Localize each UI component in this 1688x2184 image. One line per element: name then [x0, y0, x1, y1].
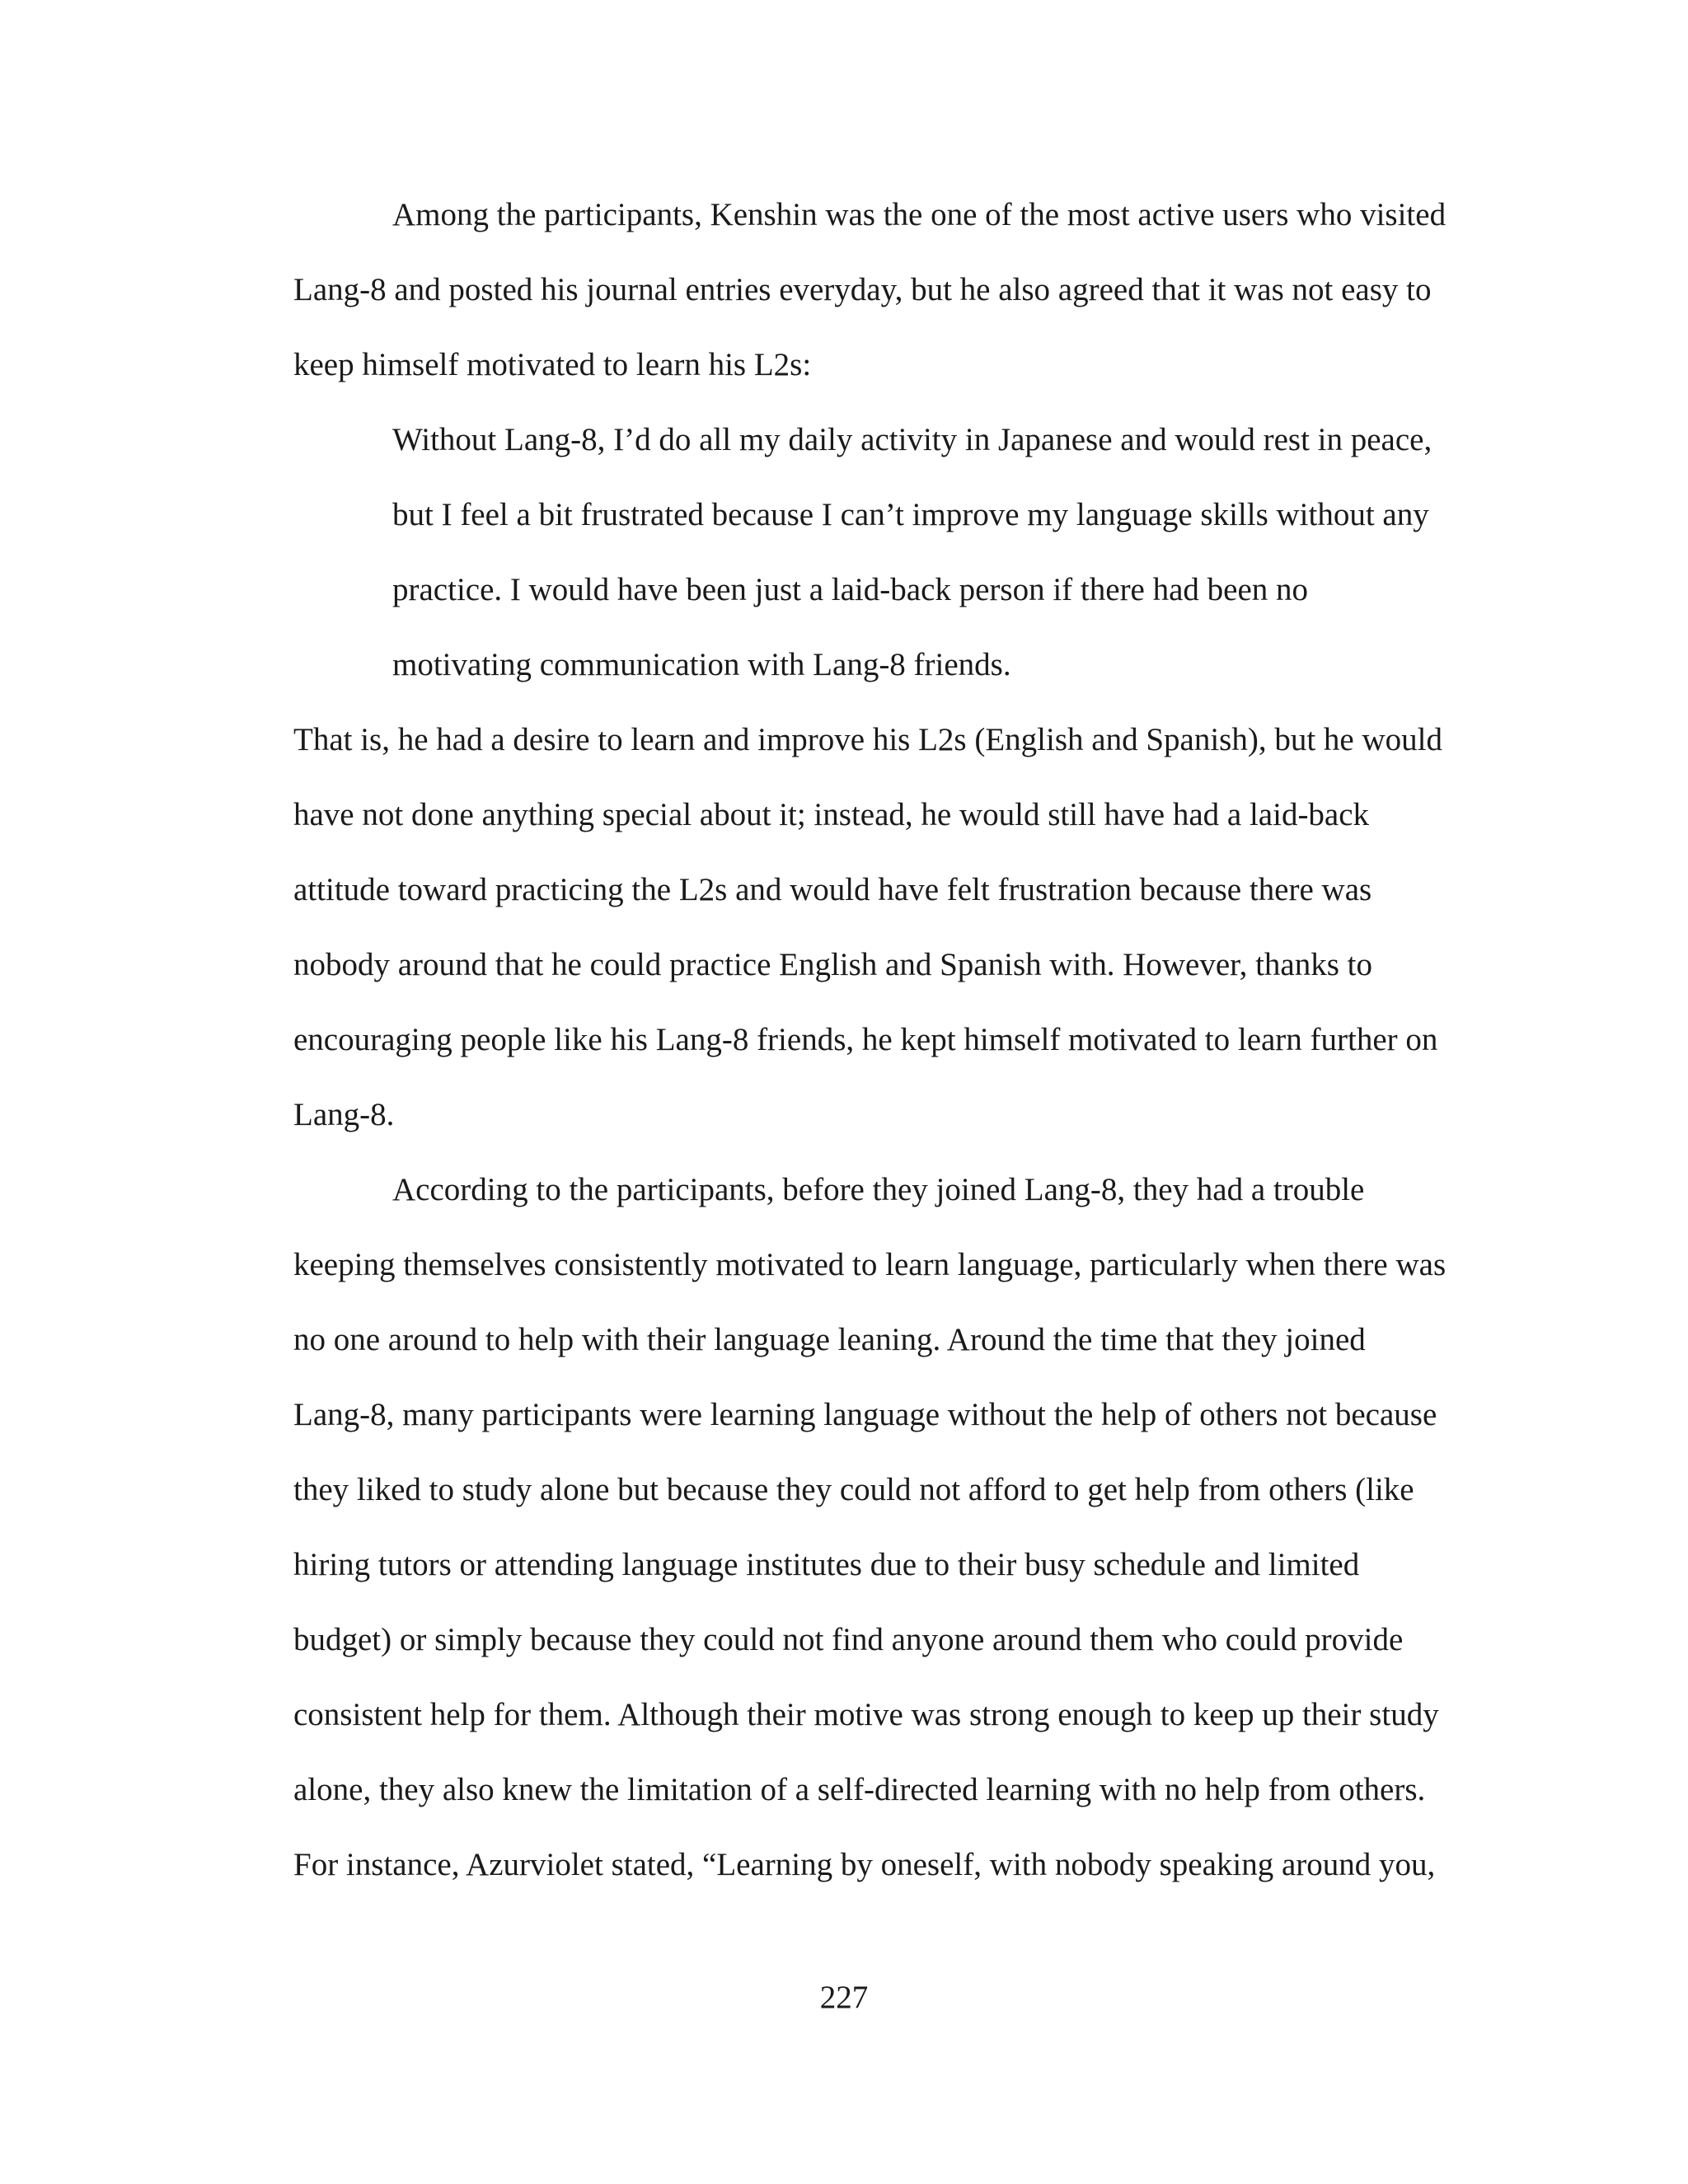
paragraph-line: budget) or simply because they could not find anyone around them who could provide [293, 1622, 1404, 1657]
paragraph-line: For instance, Azurviolet stated, “Learning by oneself, with nobody speaking around you, [293, 1847, 1436, 1882]
paragraph-line: Lang-8 and posted his journal entries everyday, but he also agreed that it was not easy to [293, 272, 1432, 307]
paragraph-line: consistent help for them. Although their motive was strong enough to keep up their study [293, 1697, 1439, 1732]
page-number: 227 [819, 1980, 869, 2015]
paragraph-line: Lang-8. [293, 1097, 395, 1132]
block-quote-line: practice. I would have been just a laid-back person if there had been no [392, 572, 1309, 607]
paragraph-line: keep himself motivated to learn his L2s: [293, 347, 812, 382]
paragraph-line: have not done anything special about it; instead, he would still have had a laid-back [293, 797, 1370, 832]
block-quote-line: Without Lang-8, I’d do all my daily activity in Japanese and would rest in peace, [392, 422, 1432, 457]
paragraph-line: According to the participants, before they joined Lang-8, they had a trouble [392, 1172, 1365, 1207]
paragraph-line: Among the participants, Kenshin was the one of the most active users who visited [392, 197, 1447, 232]
paragraph-line: Lang-8, many participants were learning language without the help of others not because [293, 1397, 1437, 1432]
paragraph-line: no one around to help with their language leaning. Around the time that they joined [293, 1322, 1366, 1357]
paragraph-line: nobody around that he could practice English and Spanish with. However, thanks to [293, 947, 1372, 982]
paragraph-line: they liked to study alone but because they could not afford to get help from others (like [293, 1472, 1414, 1507]
paragraph-line: keeping themselves consistently motivated to learn language, particularly when there was [293, 1247, 1447, 1282]
paragraph-line: hiring tutors or attending language institutes due to their busy schedule and limited [293, 1547, 1360, 1582]
paragraph-line: encouraging people like his Lang-8 friends, he kept himself motivated to learn further on [293, 1022, 1438, 1057]
paragraph-line: attitude toward practicing the L2s and would have felt frustration because there was [293, 872, 1372, 907]
block-quote-line: but I feel a bit frustrated because I can’t improve my language skills without any [392, 497, 1429, 532]
paragraph-line: That is, he had a desire to learn and improve his L2s (English and Spanish), but he would [293, 722, 1442, 757]
paragraph-line: alone, they also knew the limitation of a self-directed learning with no help from others. [293, 1772, 1426, 1807]
block-quote-line: motivating communication with Lang-8 friends. [392, 647, 1011, 682]
